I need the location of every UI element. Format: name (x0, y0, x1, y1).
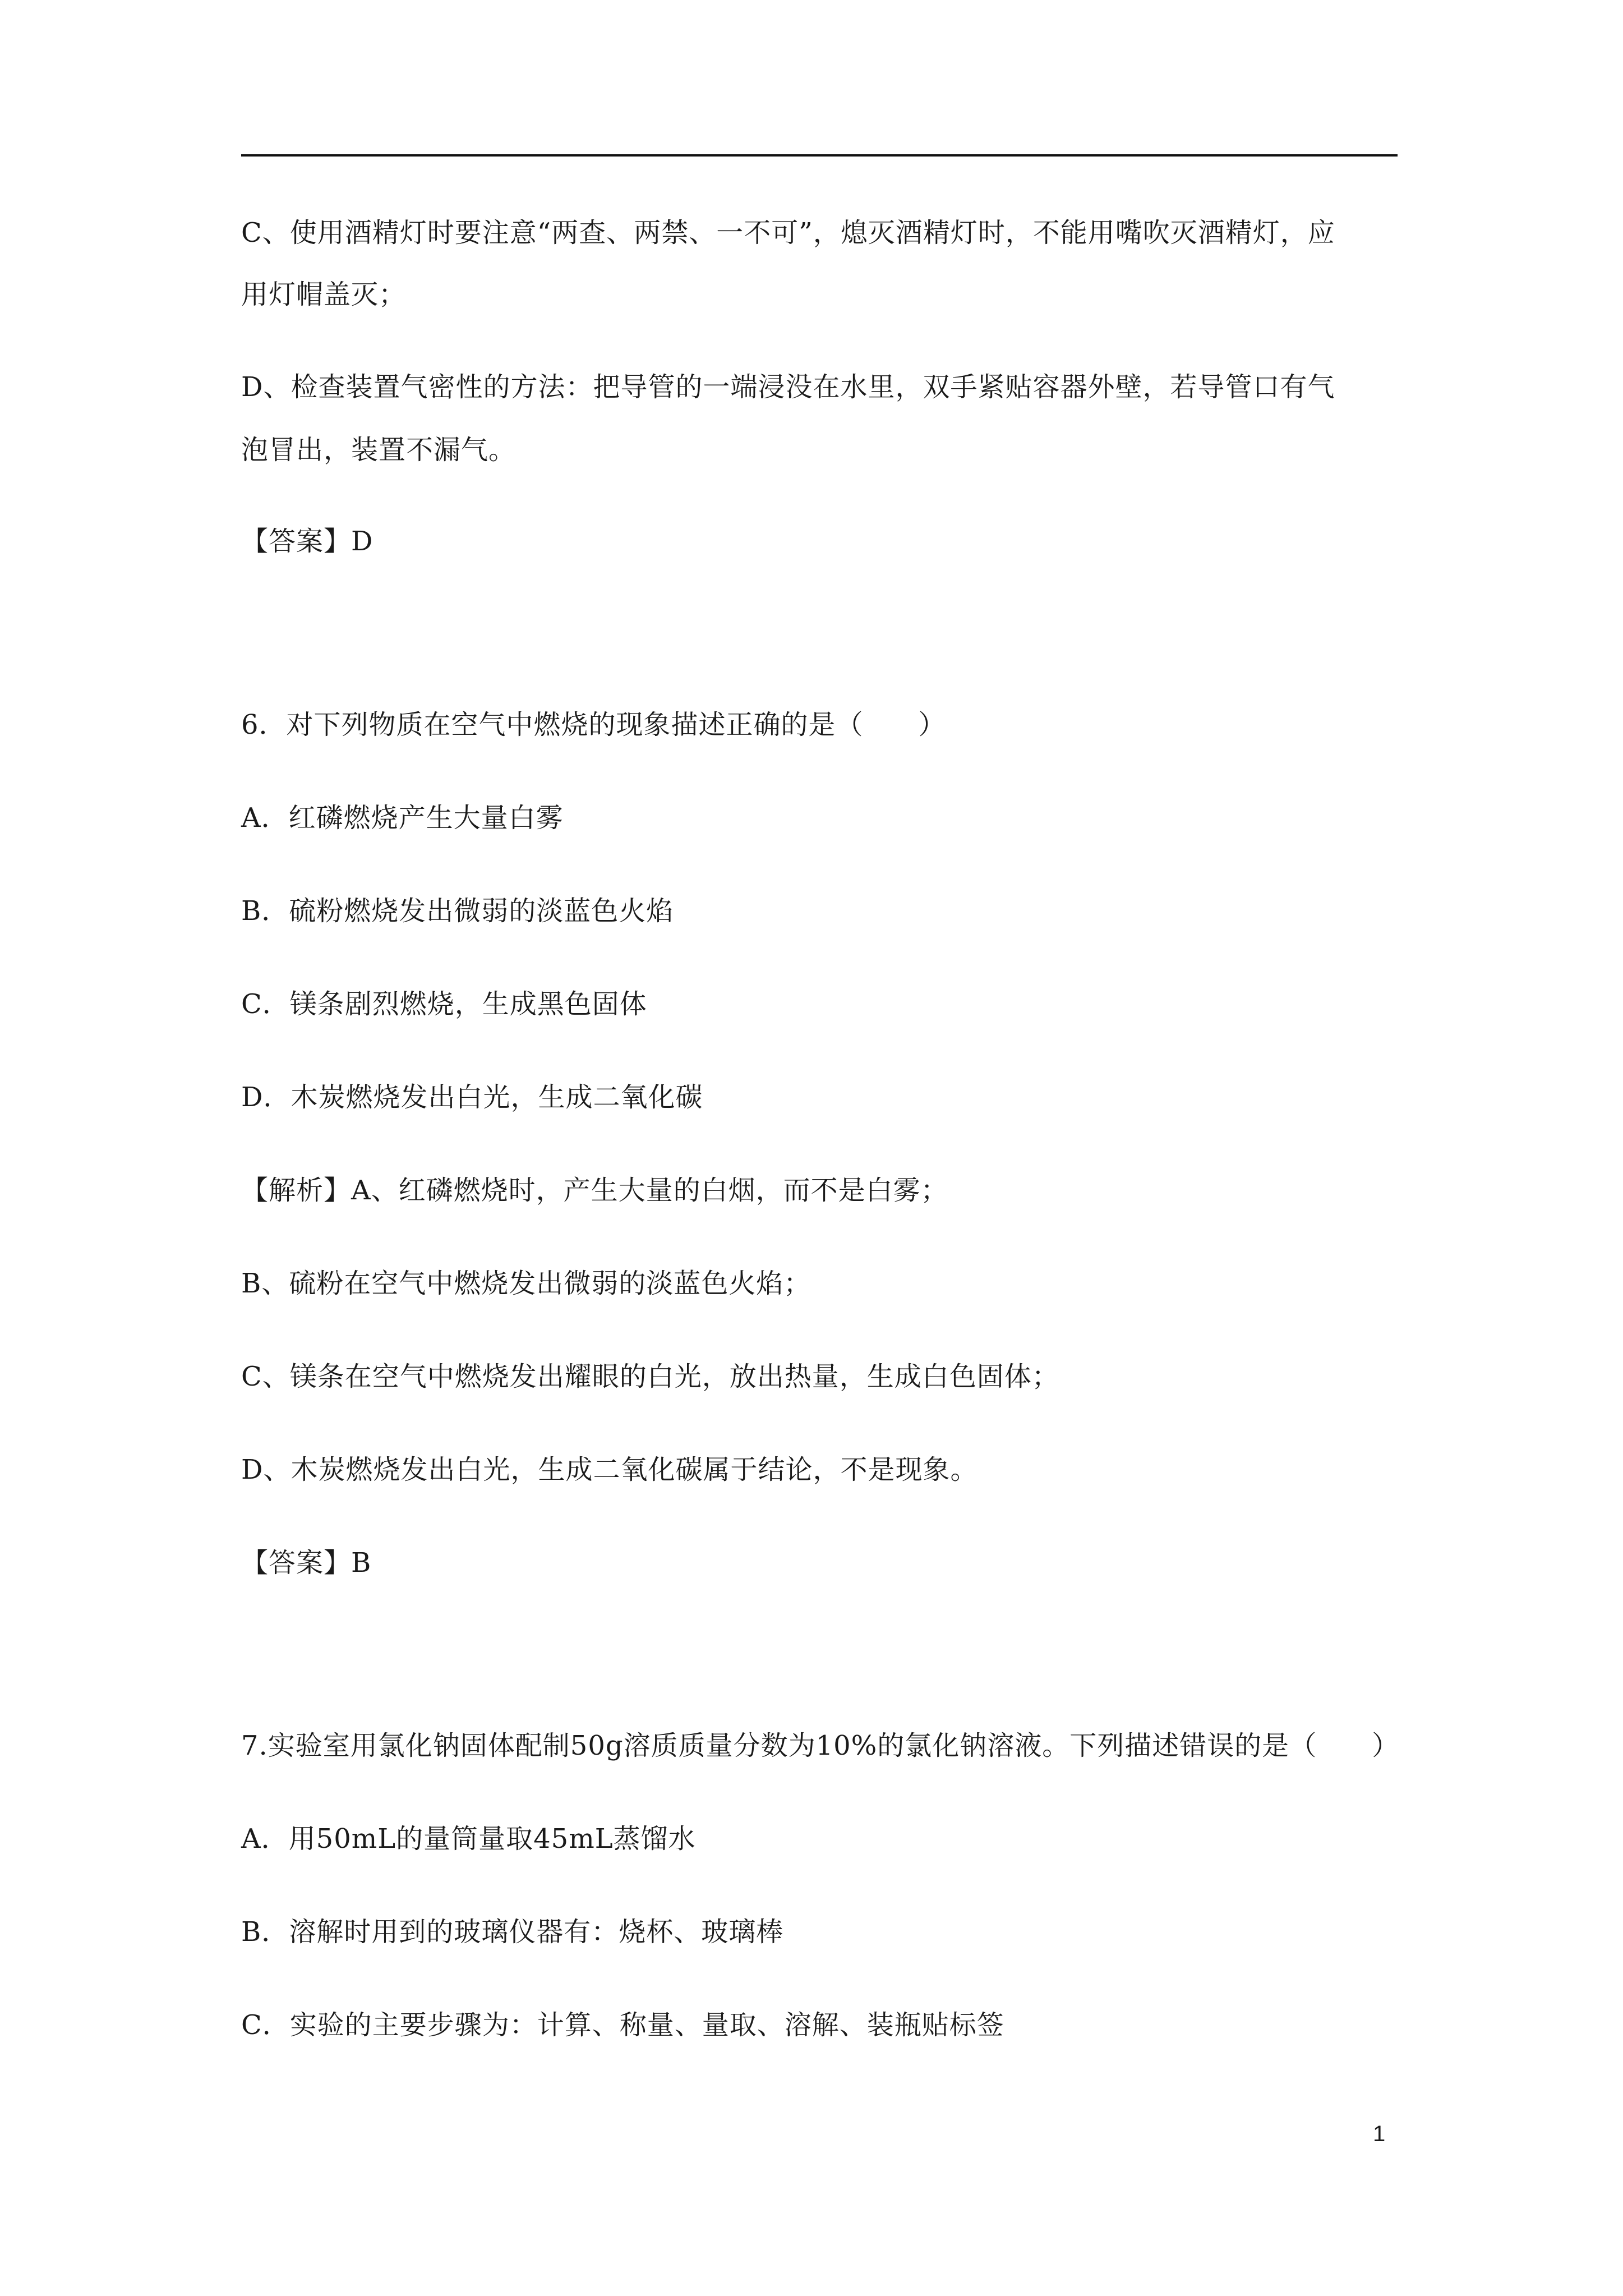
q5-option-c-line1: C、使用酒精灯时要注意“两查、两禁、一不可”，熄灭酒精灯时，不能用嘴吹灭酒精灯，应 (241, 217, 1335, 249)
q7-option-a: A．用50mL的量筒量取45mL蒸馏水 (241, 1823, 696, 1855)
q6-answer: 【答案】B (241, 1547, 372, 1579)
q6-option-c: C．镁条剧烈燃烧，生成黑色固体 (241, 988, 647, 1020)
page-number: 1 (1373, 2122, 1386, 2146)
q5-option-c-line2: 用灯帽盖灭； (241, 279, 407, 310)
q6-stem: 6．对下列物质在空气中燃烧的现象描述正确的是（ ） (241, 709, 946, 740)
q6-analysis-d: D、木炭燃烧发出白光，生成二氧化碳属于结论，不是现象。 (241, 1454, 978, 1485)
q6-option-b: B．硫粉燃烧发出微弱的淡蓝色火焰 (241, 895, 674, 927)
q7-stem: 7.实验室用氯化钠固体配制50g溶质质量分数为10%的氯化钠溶液。下列描述错误的是（ ） (241, 1730, 1400, 1761)
q7-option-b: B．溶解时用到的玻璃仪器有：烧杯、玻璃棒 (241, 1916, 784, 1948)
q6-analysis-c: C、镁条在空气中燃烧发出耀眼的白光，放出热量，生成白色固体； (241, 1361, 1059, 1392)
header-rule (241, 154, 1398, 157)
q6-analysis-a: 【解析】A、红磷燃烧时，产生大量的白烟，而不是白雾； (241, 1175, 948, 1206)
q5-option-d-line2: 泡冒出，装置不漏气。 (241, 434, 517, 466)
q5-answer: 【答案】D (241, 526, 374, 557)
q7-option-c: C．实验的主要步骤为：计算、称量、量取、溶解、装瓶贴标签 (241, 2009, 1004, 2041)
q5-option-d-line1: D、检查装置气密性的方法：把导管的一端浸没在水里，双手紧贴容器外壁，若导管口有气 (241, 371, 1335, 403)
q6-option-a: A．红磷燃烧产生大量白雾 (241, 802, 564, 834)
q6-analysis-b: B、硫粉在空气中燃烧发出微弱的淡蓝色火焰； (241, 1268, 811, 1299)
q6-option-d: D．木炭燃烧发出白光，生成二氧化碳 (241, 1082, 703, 1113)
